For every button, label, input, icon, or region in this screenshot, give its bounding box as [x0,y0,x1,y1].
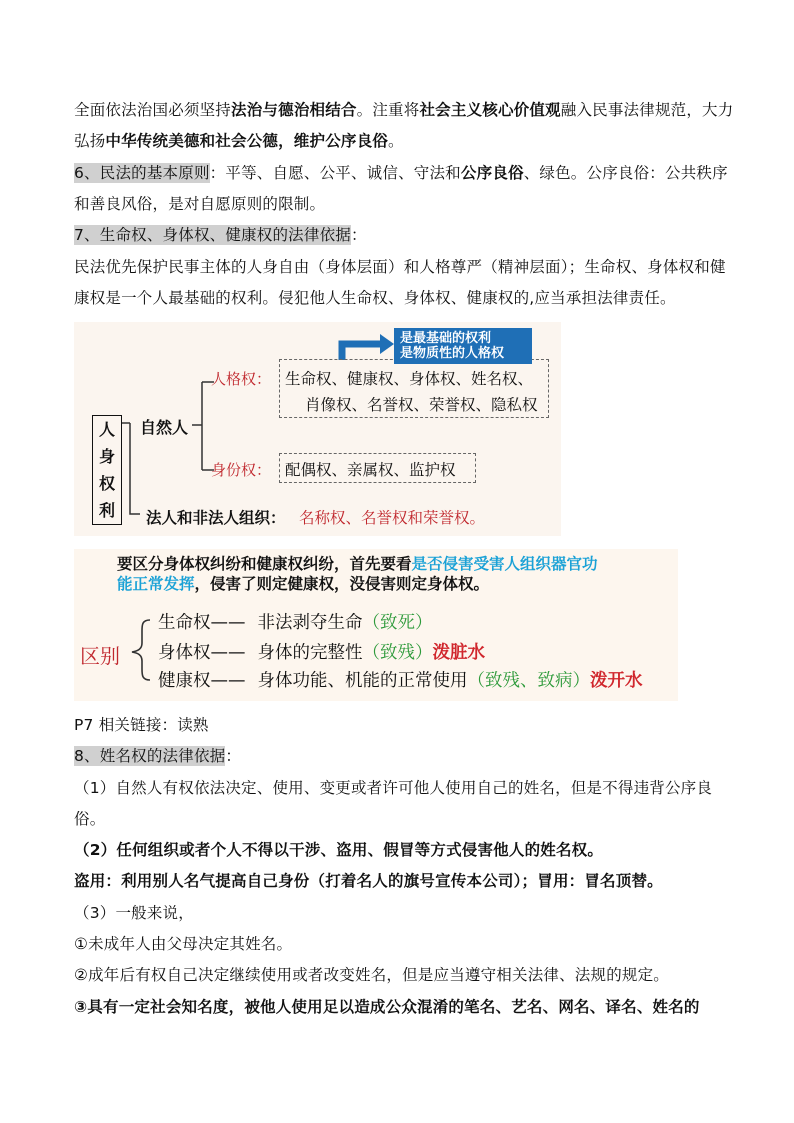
paragraph-personal-rights: 民法优先保护民事主体的人身自由（身体层面）和人格尊严（精神层面）；生命权、身体权和健康权是一个人最基础的权利。侵犯他人生命权、身体权、健康权的,应当承担法律责任。 [74,258,726,307]
paragraph-heading-8 [74,741,734,772]
name-right-subitem-3: ③具有一定社会知名度，被他人使用足以造成公众混淆的笔名、艺名、网名、译名、姓名的 [74,998,700,1016]
callout-line: 是最基础的权利 [400,331,492,346]
row-name: 身体权—— [158,643,246,663]
related-link-note: P7 相关链接：读熟 [74,716,209,734]
root-char: 权 [98,474,115,493]
root-box-personal-rights [92,415,122,525]
body-health-rights-diagram [74,549,678,701]
row-tag: （致残） [362,643,433,663]
paragraph-heading-7 [74,220,734,251]
personality-rights-label: 人格权： [211,370,272,388]
text: ： [225,747,242,765]
text: 要区分身体权纠纷和健康权纠纷，首先要看 [117,555,412,573]
row-example: 泼脏水 [432,643,485,663]
natural-person-label: 自然人 [140,418,189,437]
name-right-subitem-1: ①未成年人由父母决定其姓名。 [74,935,293,953]
row-name: 生命权—— [158,613,246,633]
identity-rights-label: 身份权： [211,461,272,479]
callout-box [394,328,532,364]
name-right-item-1: （1）自然人有权依法决定、使用、变更或者许可他人使用自己的姓名，但是不得违背公序良俗。 [74,779,713,828]
identity-rights-text: 配偶权、亲属权、监护权 [285,461,456,479]
section-heading-6: 6、民法的基本原则 [74,164,210,182]
row-health-right [158,667,643,692]
section-heading-7: 7、生命权、身体权、健康权的法律依据 [74,226,351,244]
paragraph-civil-law-principles [74,158,734,220]
name-right-item-2: （2）任何组织或者个人不得以干涉、盗用、假冒等方式侵害他人的姓名权。 [74,841,604,859]
highlight-text: 是否侵害受害人组织器官功 [411,555,598,573]
text: 。注重将 [356,101,420,119]
text: 、绿色。公序良俗：公共秩序和善良风俗，是对自愿原则的限制。 [74,164,728,213]
text: ：平等、自愿、公平、诚信、守法和 [209,164,461,182]
bold-text: 公序良俗 [460,164,524,182]
text: 全面依法治国必须坚持 [74,101,232,119]
bold-text: 中华传统美德和社会公德，维护公序良俗 [105,132,389,150]
text: 。 [388,132,404,150]
row-desc: 身体的完整性 [257,643,363,663]
personality-rights-line2: 肖像权、名誉权、荣誉权、隐私权 [305,396,538,414]
bold-text: 法治与德治相结合 [231,101,357,119]
text: 融入民事法律规范，大力弘扬 [74,101,734,150]
root-char: 人 [98,420,115,439]
legal-person-rights: 名称权、名誉权和荣誉权。 [299,509,486,527]
name-right-subitem-2: ②成年后有权自己决定继续使用或者改变姓名，但是应当遵守相关法律、法规的规定。 [74,966,669,984]
section-heading-8: 8、姓名权的法律依据 [74,747,226,765]
root-char: 利 [98,501,115,520]
paragraph-rule-of-law [74,95,734,157]
bold-text: 社会主义核心价值观 [419,101,561,119]
row-body-right [158,639,485,664]
personal-rights-diagram [74,322,561,536]
misuse-definition: 盗用：利用别人名气提高自己身份（打着名人的旗号宣传本公司）；冒用：冒名顶替。 [74,872,663,890]
row-name: 健康权—— [158,671,246,691]
legal-person-label: 法人和非法人组织： [146,509,286,527]
difference-label: 区别 [80,644,120,668]
name-right-item-3: （3）一般来说， [74,904,194,922]
personality-rights-line1: 生命权、健康权、身体权、姓名权、 [285,370,534,388]
row-desc: 身体功能、机能的正常使用 [257,671,468,691]
root-char: 身 [98,447,115,466]
text: ： [350,226,367,244]
row-tag: （致残、致病） [467,671,590,691]
row-tag: （致死） [362,613,433,633]
row-desc: 非法剥夺生命 [257,613,363,633]
text: ，侵害了则定健康权，没侵害则定身体权。 [194,575,490,593]
row-example: 泼开水 [590,671,643,691]
highlight-text: 能正常发挥 [117,575,195,593]
row-life-right [158,609,433,634]
callout-line: 是物质性的人格权 [400,346,505,361]
